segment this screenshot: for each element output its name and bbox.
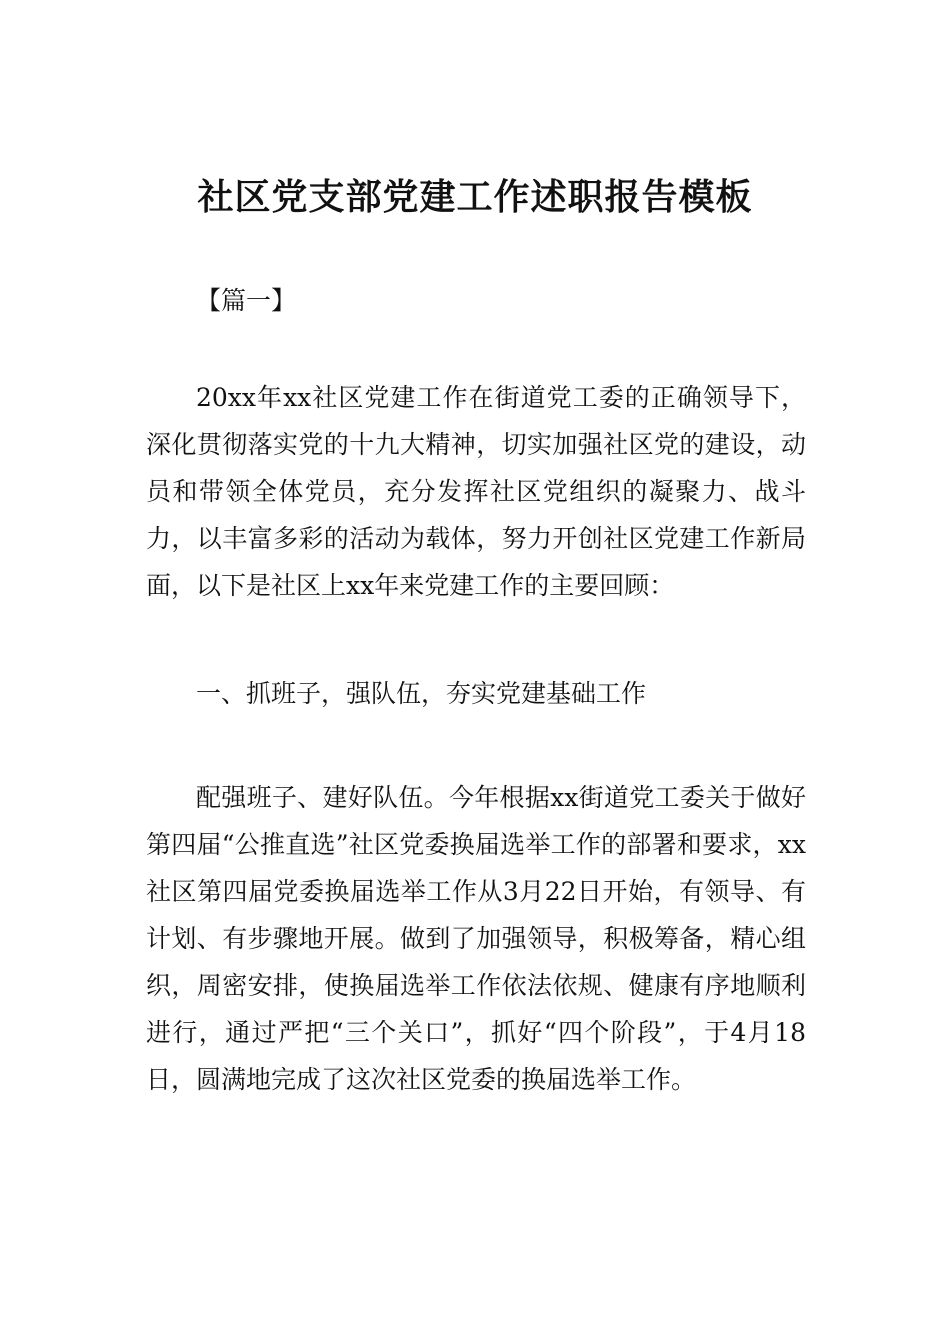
section-label: 【篇一】 bbox=[196, 286, 297, 315]
paragraph-intro: 20xx年xx社区党建工作在街道党工委的正确领导下，深化贯彻落实党的十九大精神，切实加强社区党的建设，动员和带领全体党员，充分发挥社区党组织的凝聚力、战斗力，以丰富多彩的活动为载体，努力开创社区党建工作新局面，以下是社区上xx年来党建工作的主要回顾： bbox=[146, 383, 806, 600]
paragraph-team-building: 配强班子、建好队伍。今年根据xx街道党工委关于做好第四届“公推直选”社区党委换届选举工作的部署和要求，xx社区第四届党委换届选举工作从3月22日开始，有领导、有计划、有步骤地开展。做到了加强领导，积极筹备，精心组织，周密安排，使换届选举工作依法依规、健康有序地顺利进行，通过严把“三个关口”，抓好“四个阶段”，于4月18日，圆满地完成了这次社区党委的换届选举工作。 bbox=[146, 783, 806, 1094]
section-heading-1: 一、抓班子，强队伍，夯实党建基础工作 bbox=[196, 679, 647, 708]
document-title: 社区党支部党建工作述职报告模板 bbox=[197, 177, 753, 218]
